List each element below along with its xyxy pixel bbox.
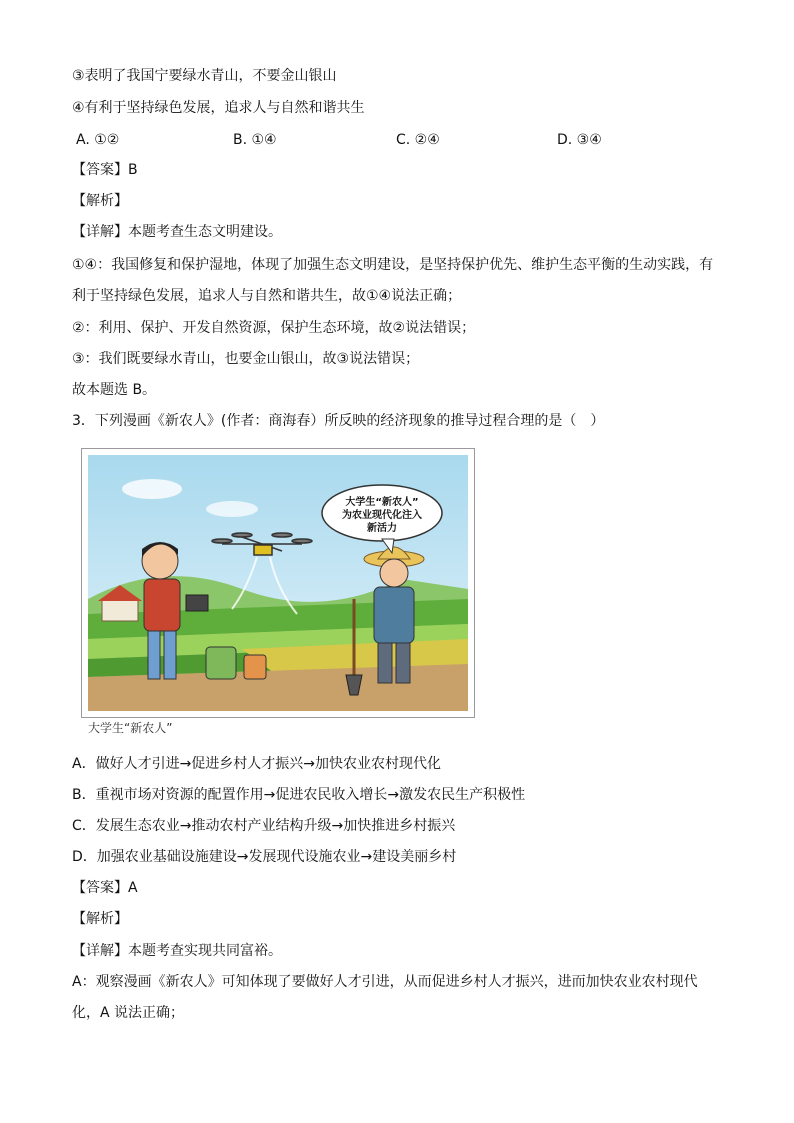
- explanation-text: ③：我们既要绿水青山，也要金山银山，故③说法错误；: [72, 351, 420, 367]
- option-a: A. ①②: [76, 132, 120, 148]
- detail-text: 【详解】本题考查实现共同富裕。: [72, 943, 282, 959]
- explanation-text: 利于坚持绿色发展，追求人与自然和谐共生，故①④说法正确；: [72, 288, 462, 304]
- option-c-text: C．发展生态农业→推动农村产业结构升级→加快推进乡村振兴: [72, 818, 456, 834]
- option-d: D. ③④: [557, 132, 602, 148]
- explanation-text: 故本题选 B。: [72, 382, 157, 398]
- comic-illustration: [81, 448, 475, 718]
- answer-label: 【答案】B: [72, 162, 138, 178]
- text-line: ③表明了我国宁要绿水青山，不要金山银山: [72, 68, 337, 84]
- comic-caption: 大学生“新农人”: [88, 721, 173, 735]
- explanation-text: 化，A 说法正确；: [72, 1005, 185, 1021]
- explanation-text: ②：利用、保护、开发自然资源，保护生态环境，故②说法错误；: [72, 320, 476, 336]
- explanation-text: ①④：我国修复和保护湿地，体现了加强生态文明建设，是坚持保护优先、维护生态平衡的生动实践，有: [72, 257, 714, 273]
- comic-drawing: [82, 449, 474, 717]
- text-line: ④有利于坚持绿色发展，追求人与自然和谐共生: [72, 100, 365, 116]
- option-d-text: D．加强农业基础设施建设→发展现代设施农业→建设美丽乡村: [72, 849, 457, 865]
- option-b: B. ①④: [233, 132, 277, 148]
- explanation-text: A：观察漫画《新农人》可知体现了要做好人才引进，从而促进乡村人才振兴，进而加快农业农村现代: [72, 974, 698, 990]
- answer-label: 【答案】A: [72, 880, 138, 896]
- analysis-label: 【解析】: [72, 911, 128, 927]
- option-c: C. ②④: [396, 132, 440, 148]
- option-a-text: A．做好人才引进→促进乡村人才振兴→加快农业农村现代化: [72, 756, 442, 772]
- question-3: 3．下列漫画《新农人》(作者：商海春）所反映的经济现象的推导过程合理的是（ ）: [72, 413, 605, 429]
- option-b-text: B．重视市场对资源的配置作用→促进农民收入增长→激发农民生产积极性: [72, 787, 526, 803]
- bubble-line-2: 为农业现代化注入: [342, 510, 422, 521]
- bubble-line-1: 大学生“新农人”: [345, 497, 419, 508]
- bubble-line-3: 新活力: [367, 523, 397, 534]
- analysis-label: 【解析】: [72, 193, 128, 209]
- detail-text: 【详解】本题考查生态文明建设。: [72, 224, 282, 240]
